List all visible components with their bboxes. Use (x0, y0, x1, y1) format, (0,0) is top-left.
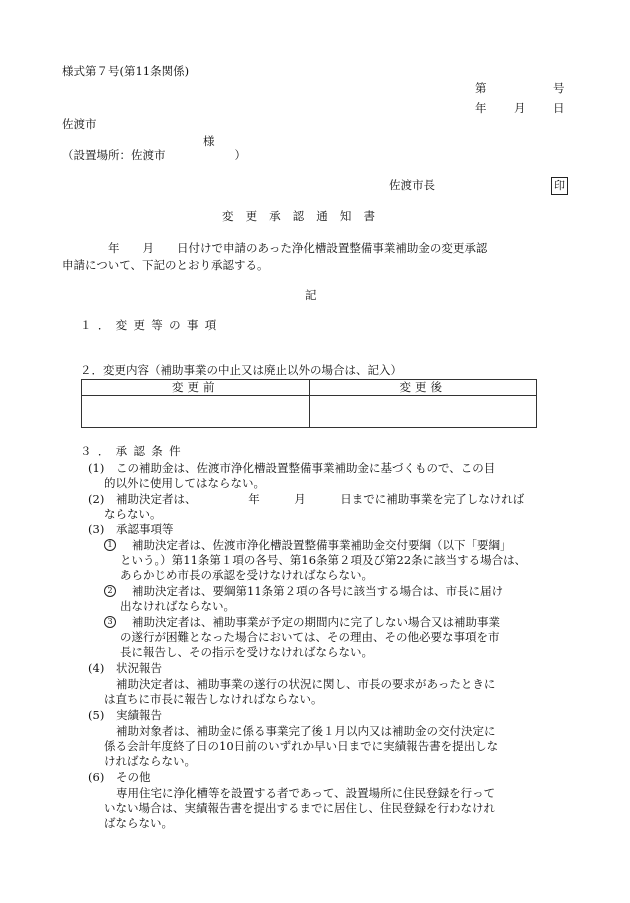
column-after-header: 変更後 (309, 380, 537, 396)
item-6-number: (6) (88, 770, 105, 784)
date-year-label: 年 (475, 101, 487, 115)
doc-number-prefix: 第 (475, 81, 487, 95)
subitem-2-line-1: 補助決定者は、要綱第11条第２項の各号に該当する場合は、市長に届け (132, 584, 504, 598)
item-6-line-3: ばならない。 (104, 816, 173, 830)
table-row (82, 396, 537, 428)
install-location: （設置場所：佐渡市 ） (62, 148, 246, 162)
after-cell[interactable] (309, 396, 537, 428)
subitem-3-line-1: 補助決定者は、補助事業が予定の期間内に完了しない場合又は補助事業 (132, 615, 500, 629)
addressee-honorific: 様 (203, 134, 215, 148)
subitem-3-number: 3 (104, 616, 116, 628)
item-5-line-2: 係る会計年度終了日の10日前のいずれか早い日までに実績報告書を提出しな (104, 739, 499, 753)
item-1-line-1: この補助金は、佐渡市浄化槽設置整備事業補助金に基づくもので、この目 (116, 461, 496, 475)
item-4-label: 状況報告 (116, 661, 162, 675)
subitem-1-line-3: あらかじめ市長の承認を受けなければならない。 (120, 568, 373, 582)
item-4-line-1: 補助決定者は、補助事業の遂行の状況に関し、市長の要求があったときに (116, 677, 496, 691)
subitem-2-line-2: 出なければならない。 (120, 599, 235, 613)
item-2-number: (2) (88, 492, 105, 506)
item-2-line-1: 補助決定者は、 年 月 日までに補助事業を完了しなければ (116, 492, 525, 506)
item-2-line-2: ならない。 (104, 507, 162, 521)
item-5-line-1: 補助対象者は、補助金に係る事業完了後１月以内又は補助金の交付決定に (116, 724, 496, 738)
item-4-line-2: は直ちに市長に報告しなければならない。 (104, 692, 323, 706)
section-1-heading: １．変更等の事項 (80, 318, 223, 332)
subitem-1-line-2: という。）第11条第１項の各号、第16条第２項及び第22条に該当する場合は、 (120, 553, 527, 567)
issuer-title: 佐渡市長 (389, 178, 435, 192)
subitem-3-line-2: の遂行が困難となった場合においては、その理由、その他必要な事項を市 (120, 630, 500, 644)
item-3-number: (3) (88, 522, 105, 536)
column-before-header: 変更前 (82, 380, 310, 396)
intro-line-1: 年 月 日付けで申請のあった浄化槽設置整備事業補助金の変更承認 (62, 241, 488, 255)
before-cell[interactable] (82, 396, 310, 428)
change-table (81, 379, 537, 428)
item-5-label: 実績報告 (116, 708, 162, 722)
document-title: 変更承認通知書 (222, 209, 388, 223)
date-day-label: 日 (553, 101, 565, 115)
doc-number-suffix: 号 (553, 81, 565, 95)
item-6-line-1: 専用住宅に浄化槽等を設置する者であって、設置場所に住民登録を行って (116, 786, 496, 800)
item-4-number: (4) (88, 661, 105, 675)
item-6-line-2: いない場合は、実績報告書を提出するまでに居住し、住民登録を行わなけれ (104, 801, 495, 815)
ki-label: 記 (305, 288, 317, 302)
item-3-label: 承認事項等 (116, 522, 174, 536)
date-month-label: 月 (514, 101, 526, 115)
change-table-header-row (82, 380, 537, 396)
subitem-2-number: 2 (104, 585, 116, 597)
subitem-1-number: 1 (104, 539, 116, 551)
intro-line-2: 申請について、下記のとおり承認する。 (62, 258, 269, 272)
item-5-number: (5) (88, 708, 105, 722)
item-5-line-3: ければならない。 (104, 754, 196, 768)
form-number: 様式第７号(第11条関係) (62, 64, 190, 78)
section-3-heading: ３．承認条件 (80, 444, 187, 458)
subitem-1-line-1: 補助決定者は、佐渡市浄化槽設置整備事業補助金交付要綱（以下「要綱」 (132, 538, 512, 552)
addressee-city: 佐渡市 (62, 117, 97, 131)
item-1-number: (1) (88, 461, 105, 475)
section-2-heading: ２．変更内容（補助事業の中止又は廃止以外の場合は、記入） (80, 363, 402, 377)
item-1-line-2: 的以外に使用してはならない。 (104, 476, 265, 490)
subitem-3-line-3: 長に報告し、その指示を受けなければならない。 (120, 645, 373, 659)
seal-box: 印 (551, 177, 568, 195)
item-6-label: その他 (116, 770, 151, 784)
